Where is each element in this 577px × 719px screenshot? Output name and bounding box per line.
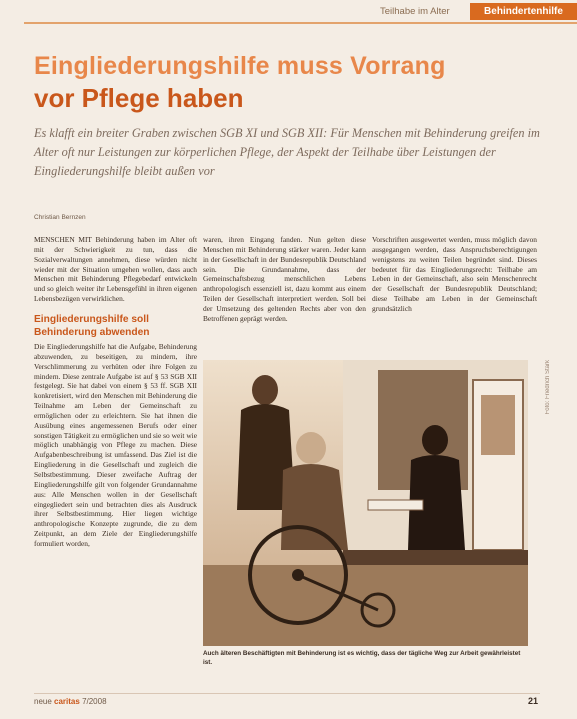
intro-paragraph: MENSCHEN MIT Behinderung haben im Alter oft mit der Schwierigkeit zu tun, dass die Sozialverwaltungen annehmen, diese würden nicht wieder mit der Situation umgehen wollen, dass auch Menschen mit Behinderung Pflegebedarf entwickeln und so gleich weiter ihr Lebensgefühl in ihren eigenen Lebensbezügen verwirklichen. xyxy=(34,235,197,304)
lead-text: Es klafft ein breiter Graben zwischen SGB XI und SGB XII: Für Menschen mit Behinderung greifen im Alter oft nur Leistungen zur körperlichen Pflege, der Aspekt der Teilhabe über Leistungen der Eingliederungshilfe bleibt außen vor xyxy=(34,126,540,178)
subheading: Eingliederungshilfe soll Behinderung abwenden xyxy=(34,314,150,338)
column-2 xyxy=(203,235,366,324)
footer-rule xyxy=(34,693,540,694)
column-1-intro xyxy=(34,235,197,304)
title-line-1: Eingliederungshilfe muss Vorrang xyxy=(34,52,446,80)
title-line-2: vor Pflege haben xyxy=(34,83,244,113)
magazine-name: caritas xyxy=(54,697,80,706)
photo-wheelchair-van xyxy=(203,360,528,646)
body-paragraph: Die Eingliederungshilfe hat die Aufgabe, Behinderung abzuwenden, zu beseitigen, zu mindern, ihre Verschlimmerung zu verhüten oder ihre Folgen zu mindern. Diese zentrale Aufgabe ist auf § 53 SGB XII festgelegt. Sie hat dabei von einem § 53 ff. SGB XII konkretisiert, wird den Menschen mit Behinderung die Teilnahme am Leben der Gemeinschaft zu ermöglichen oder zu erleichtern. Sie hat ihnen die Ausübung eines angemessenen Berufs oder einer sonstigen Tätigkeit zu ermöglichen und sie so weit wie möglich unabhängig von Pflege zu machen. Diese Aufgabenbeschreibung ist umfassend. Das Ziel ist die Eingliederung in die Gesellschaft und zugleich die Selbstbestimmung. Dieser zweifache Auftrag der Eingliederungshilfe gilt von folgender Grundannahme aus: Alle Menschen wollen in der Gesellschaft eingegliedert sein und betrachten dies als Ausdruck ihrer Selbstbestimmung. Hier liegen wichtige anthropologische Konzepte zugrunde, die zu dem Zeitpunkt, an dem Ziele der Eingliederungshilfe formuliert worden, xyxy=(34,342,197,548)
column-3 xyxy=(372,235,537,314)
author: Christian Bernzen xyxy=(34,214,86,221)
rubric-badge: Behindertenhilfe xyxy=(470,3,577,20)
footer-magazine xyxy=(34,697,107,706)
photo-caption: Auch älteren Beschäftigten mit Behinderung ist es wichtig, dass der tägliche Weg zur Arbeit gewährleistet ist. xyxy=(203,650,521,666)
header-rule xyxy=(24,22,577,24)
photo-credit: Foto: Friedrich Stark xyxy=(545,360,551,415)
page-number: 21 xyxy=(528,696,539,706)
body-paragraph: waren, ihren Eingang fanden. Nun gelten diese Menschen mit Behinderung stärker waren. Jeder kann in der Gesellschaft in der Bundesrepublik Deutschland sein. Die Grundannahme, dass der Gemeinschaftsbezug menschlichen Lebens anthropologisch essenziell ist, dazu kommt aus einem Teilen der Gesellschaft interpretiert werden. Soll bei der Umsetzung des geltenden Rechts aber von den Betroffenen geprägt werden. xyxy=(203,235,366,323)
column-1-body xyxy=(34,342,197,549)
section-label: Teilhabe im Alter xyxy=(380,6,450,17)
body-paragraph: Vorschriften ausgewertet werden, muss möglich davon ausgegangen werden, dass Anspruchsberechtigungen wenigstens zu weiten Teilen begründet sind. Dieses bedeutet für das Eingliederungsrecht: Teilhabe am Leben in der Gemeinschaft, also sein Menschenrecht der Gesellschaft der Bundesrepublik Deutschland; diese Teilhabe am Leben in der Gemeinschaft grundsätzlich xyxy=(372,235,537,313)
magazine-issue: 7/2008 xyxy=(82,697,107,706)
magazine-prefix: neue xyxy=(34,697,52,706)
